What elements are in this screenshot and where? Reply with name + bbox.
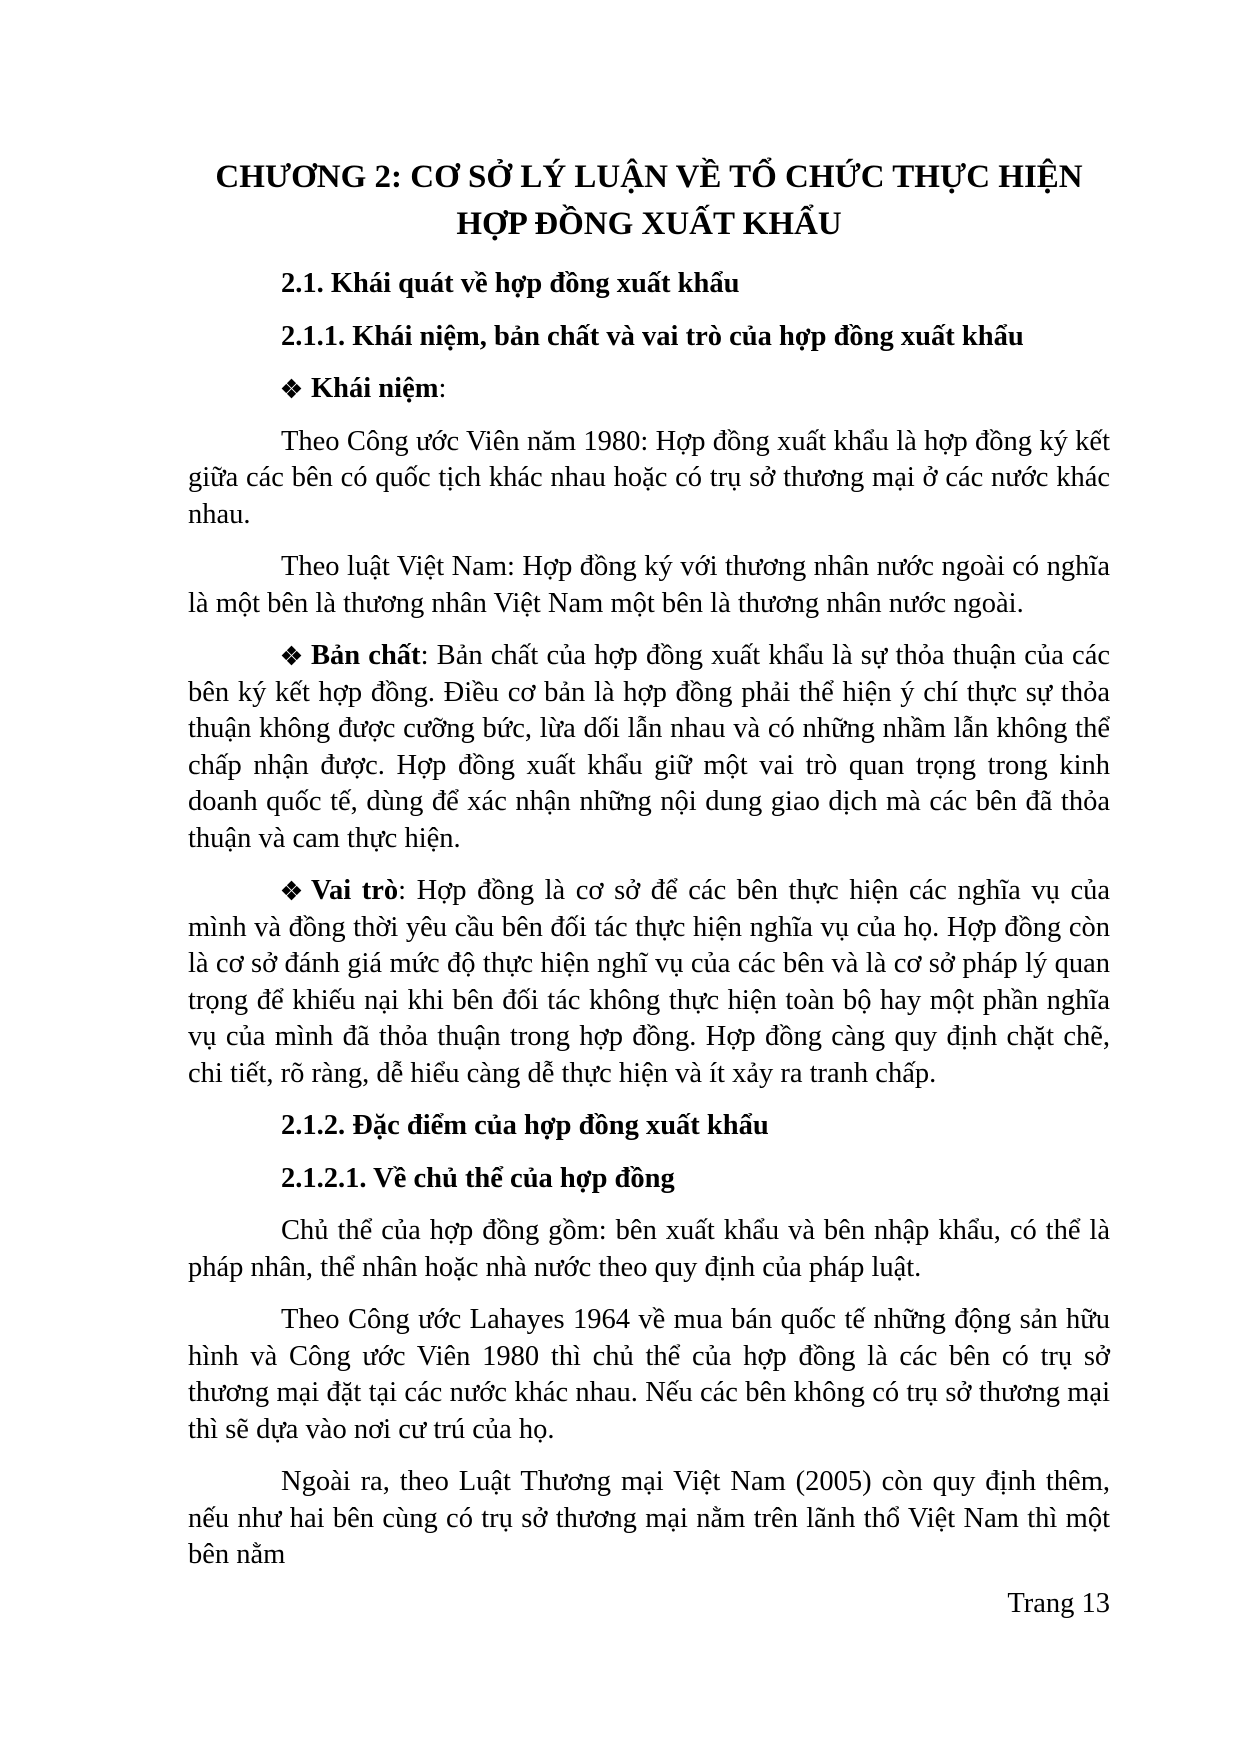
diamond-bullet-icon bbox=[281, 880, 302, 901]
chapter-title bbox=[188, 154, 1110, 248]
paragraph-vai-tro bbox=[188, 873, 1110, 1092]
diamond-bullet-icon bbox=[281, 645, 302, 666]
paragraph-ngoai-ra: Ngoài ra, theo Luật Thương mại Việt Nam (2005) còn quy định thêm, nếu như hai bên cùng có trụ sở thương mại nằm trên lãnh thổ Việt Nam thì một bên nằm bbox=[188, 1466, 1110, 1570]
chapter-title-line2: HỢP ĐỒNG XUẤT KHẨU bbox=[456, 206, 842, 242]
paragraph-text: : Bản chất của hợp đồng xuất khẩu là sự thỏa thuận của các bên ký kết hợp đồng. Điều cơ bản là hợp đồng phải thể hiện ý chí thực sự thỏa thuận không được cưỡng bức, lừa dối lẫn nhau và có những nhầm lẫn không thể chấp nhận được. Hợp đồng xuất khẩu giữ một vai trò quan trọng trong kinh doanh quốc tế, dùng để xác nhận những nội dung giao dịch mà các bên đã thỏa thuận và cam thực hiện. bbox=[188, 640, 1111, 854]
bullet-heading-label: Khái niệm bbox=[311, 373, 439, 404]
page-content bbox=[188, 154, 1110, 1574]
heading-2-1-2: 2.1.2. Đặc điểm của hợp đồng xuất khẩu bbox=[281, 1110, 769, 1141]
paragraph-lahayes: Theo Công ước Lahayes 1964 về mua bán quốc tế những động sản hữu hình và Công ước Viên 1980 thì chủ thể của hợp đồng là các bên có trụ sở thương mại đặt tại các nước khác nhau. Nếu các bên không có trụ sở thương mại thì sẽ dựa vào nơi cư trú của họ. bbox=[188, 1304, 1110, 1445]
bullet-heading-colon: : bbox=[438, 373, 447, 404]
page-number: Trang 13 bbox=[1007, 1588, 1110, 1619]
paragraph-cong-uoc-vien: Theo Công ước Viên năm 1980: Hợp đồng xuất khẩu là hợp đồng ký kết giữa các bên có quốc tịch khác nhau hoặc có trụ sở thương mại ở các nước khác nhau. bbox=[188, 425, 1110, 530]
heading-2-1-2-1: 2.1.2.1. Về chủ thể của hợp đồng bbox=[281, 1162, 675, 1194]
bullet-heading-khai-niem bbox=[188, 371, 1110, 408]
paragraph-text: : Hợp đồng là cơ sở để các bên thực hiện các nghĩa vụ của mình và đồng thời yêu cầu bên đối tác thực hiện nghĩa vụ của họ. Hợp đồng còn là cơ sở đánh giá mức độ thực hiện nghĩ vụ của các bên và là cơ sở pháp lý quan trọng để khiếu nại khi bên đối tác không thực hiện toàn bộ hay một phần nghĩa vụ của mình đã thỏa thuận trong hợp đồng. Hợp đồng càng quy định chặt chẽ, chi tiết, rõ ràng, dễ hiểu càng dễ thực hiện và ít xảy ra tranh chấp. bbox=[188, 875, 1111, 1089]
heading-2-1: 2.1. Khái quát về hợp đồng xuất khẩu bbox=[281, 268, 740, 299]
paragraph-lead-label: Vai trò bbox=[311, 875, 399, 906]
paragraph-luat-viet-nam: Theo luật Việt Nam: Hợp đồng ký với thương nhân nước ngoài có nghĩa là một bên là thương nhân Việt Nam một bên là thương nhân nước ngoài. bbox=[188, 551, 1110, 619]
diamond-bullet-icon bbox=[281, 378, 302, 399]
chapter-title-line1: CHƯƠNG 2: CƠ SỞ LÝ LUẬN VỀ TỔ CHỨC THỰC HIỆN bbox=[215, 159, 1083, 195]
heading-2-1-1: 2.1.1. Khái niệm, bản chất và vai trò của hợp đồng xuất khẩu bbox=[281, 320, 1024, 352]
paragraph-lead-label: Bản chất bbox=[311, 640, 421, 671]
paragraph-chu-the: Chủ thể của hợp đồng gồm: bên xuất khẩu và bên nhập khẩu, có thể là pháp nhân, thể nhân hoặc nhà nước theo quy định của pháp luật. bbox=[188, 1215, 1110, 1283]
paragraph-ban-chat bbox=[188, 638, 1110, 857]
